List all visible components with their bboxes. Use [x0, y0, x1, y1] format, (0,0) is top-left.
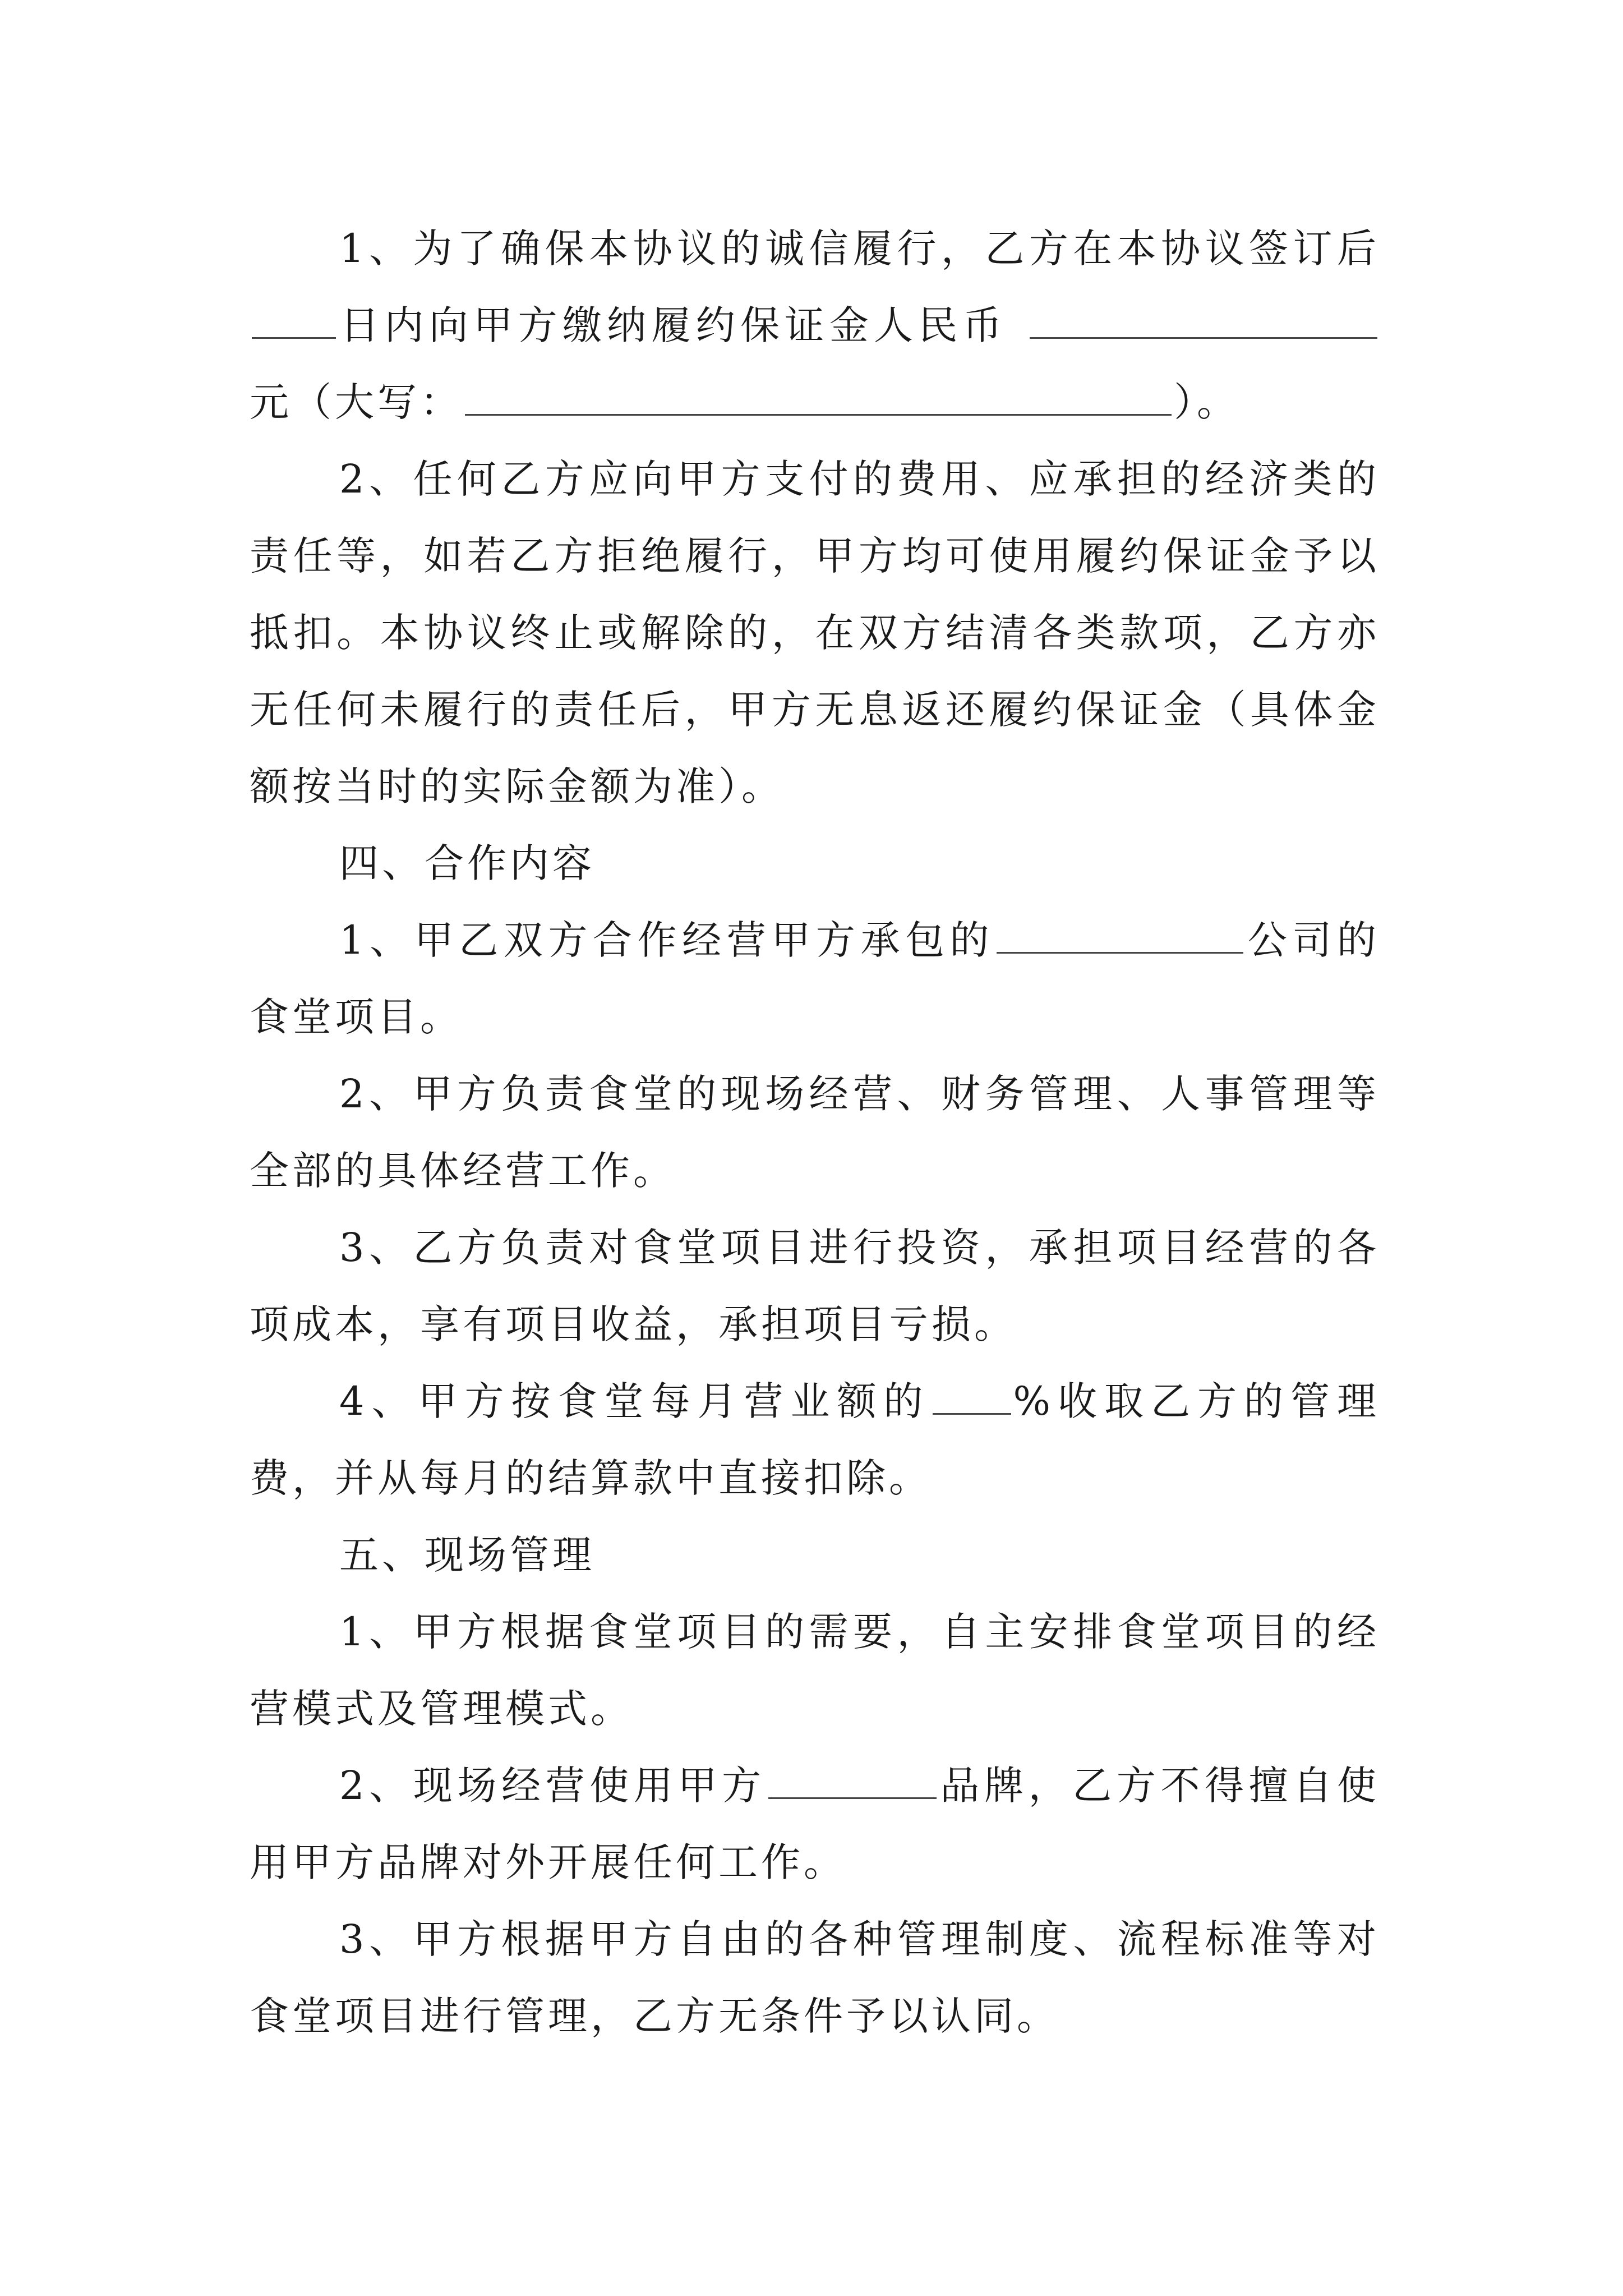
clause-cooperation-4 — [250, 1363, 1380, 1517]
section-heading-cooperation: 四、合作内容 — [339, 840, 595, 886]
clause-cooperation-2: 2、甲方负责食堂的现场经营、财务管理、人事管理等全部的具体经营工作。 — [250, 1071, 1380, 1194]
blank-percent — [933, 1374, 1011, 1415]
blank-amount — [1030, 298, 1377, 339]
clause-text: 2、现场经营使用甲方 — [339, 1763, 766, 1809]
section-heading-site-management: 五、现场管理 — [339, 1532, 595, 1578]
clause-deposit-2: 2、任何乙方应向甲方支付的费用、应承担的经济类的责任等，如若乙方拒绝履行，甲方均可使用履约保证金予以抵扣。本协议终止或解除的，在双方结清各类款项，乙方亦无任何未履行的责任后，甲方无息返还履约保证金（具体金额按当时的实际金额为准）。 — [250, 456, 1380, 809]
clause-text: ）。 — [1174, 379, 1239, 425]
clause-text: 1、甲乙双方合作经营甲方承包的 — [339, 917, 995, 963]
clause-text: 1、为了确保本协议的诚信履行，乙方在本协议签订后 — [339, 226, 1380, 272]
blank-company — [997, 913, 1243, 954]
clause-text: %收取乙方的管理费，并从每月的结算款中直接扣除。 — [250, 1378, 1380, 1501]
clause-deposit-1 — [250, 210, 1380, 441]
clause-text: 公司的食堂项目。 — [250, 917, 1380, 1040]
clause-text: 品牌，乙方不得擅自使用甲方品牌对外开展任何工作。 — [250, 1763, 1380, 1885]
clause-text: 元（大写： — [250, 379, 463, 425]
blank-amount-words — [465, 375, 1172, 416]
clause-cooperation-1 — [250, 902, 1380, 1056]
clause-text: 日内向甲方缴纳履约保证金人民币 — [338, 302, 1007, 348]
document-body — [250, 210, 1380, 2055]
clause-management-3: 3、甲方根据甲方自由的各种管理制度、流程标准等对食堂项目进行管理，乙方无条件予以认同。 — [250, 1916, 1380, 2039]
clause-text: 4、甲方按食堂每月营业额的 — [339, 1378, 930, 1424]
clause-management-1: 1、甲方根据食堂项目的需要，自主安排食堂项目的经营模式及管理模式。 — [250, 1609, 1380, 1732]
blank-brand — [768, 1758, 937, 1799]
clause-cooperation-3: 3、乙方负责对食堂项目进行投资，承担项目经营的各项成本，享有项目收益，承担项目亏损。 — [250, 1225, 1380, 1347]
blank-days — [252, 298, 336, 339]
clause-management-2 — [250, 1747, 1380, 1901]
